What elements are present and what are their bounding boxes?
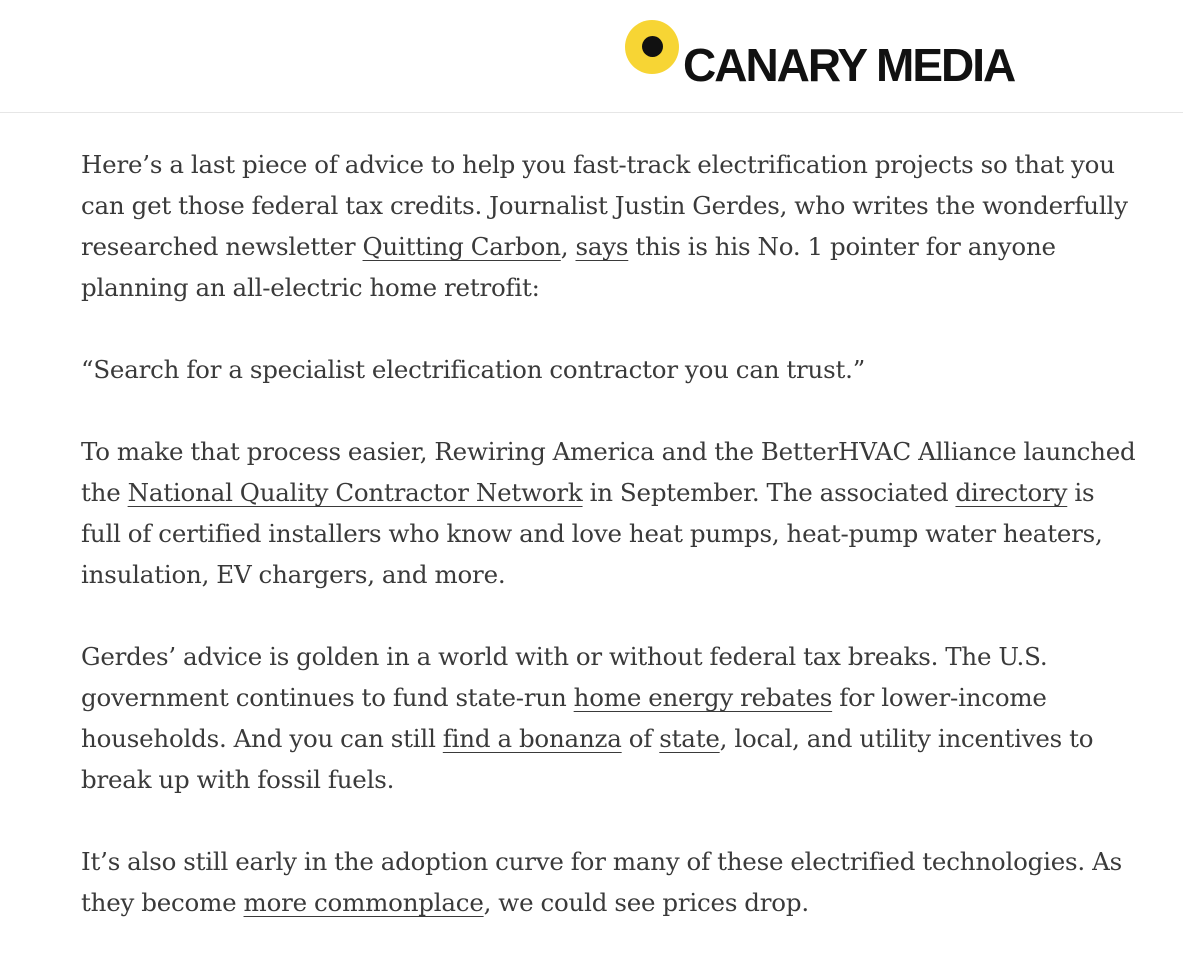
text: Gerdes’ advice is golden in a world with or without federal tax breaks. The U.S. government continues to fund state-run [81, 642, 1048, 712]
link-home-energy-rebates[interactable]: home energy rebates [573, 683, 833, 712]
article-body [81, 144, 1141, 964]
paragraph-adoption-curve [81, 841, 1141, 923]
canary-media-logo[interactable] [625, 20, 1085, 90]
link-find-a-bonanza[interactable]: find a bonanza [442, 724, 622, 753]
text: for lower-income households. And you can still [81, 683, 1047, 753]
text: Here’s a last piece of advice to help you fast-track electrification projects so that you can get those federal tax credits. Journalist Justin Gerdes, who writes the wonderfully researched newsletter [81, 150, 1128, 261]
canary-eye-icon [642, 36, 663, 57]
link-quitting-carbon[interactable]: Quitting Carbon [362, 232, 561, 261]
paragraph-quote: “Search for a specialist electrification contractor you can trust.” [81, 355, 866, 384]
text: is full of certified installers who know and love heat pumps, heat-pump water heaters, insulation, EV chargers, and more. [81, 478, 1103, 589]
text: of [621, 724, 660, 753]
text: , we could see prices drop. [483, 888, 809, 917]
text: To make that process easier, Rewiring America and the BetterHVAC Alliance launched the [81, 437, 1136, 507]
text: , local, and utility incentives to break up with fossil fuels. [81, 724, 1094, 794]
site-header [0, 0, 1183, 113]
link-state[interactable]: state [659, 724, 720, 753]
link-more-commonplace[interactable]: more commonplace [243, 888, 484, 917]
text: in September. The associated [582, 478, 956, 507]
link-national-quality-contractor-network[interactable]: National Quality Contractor Network [127, 478, 583, 507]
link-says[interactable]: says [575, 232, 629, 261]
canary-logo-icon [625, 20, 679, 74]
paragraph-contractor-network [81, 431, 1141, 595]
text: It’s also still early in the adoption curve for many of these electrified technologies. As they become [81, 847, 1122, 917]
text: this is his No. 1 pointer for anyone planning an all-electric home retrofit: [81, 232, 1056, 302]
text: , [560, 232, 576, 261]
brand-name[interactable]: CANARY MEDIA [683, 39, 1015, 91]
paragraph-advice [81, 144, 1141, 308]
paragraph-rebates [81, 636, 1141, 800]
link-directory[interactable]: directory [955, 478, 1068, 507]
